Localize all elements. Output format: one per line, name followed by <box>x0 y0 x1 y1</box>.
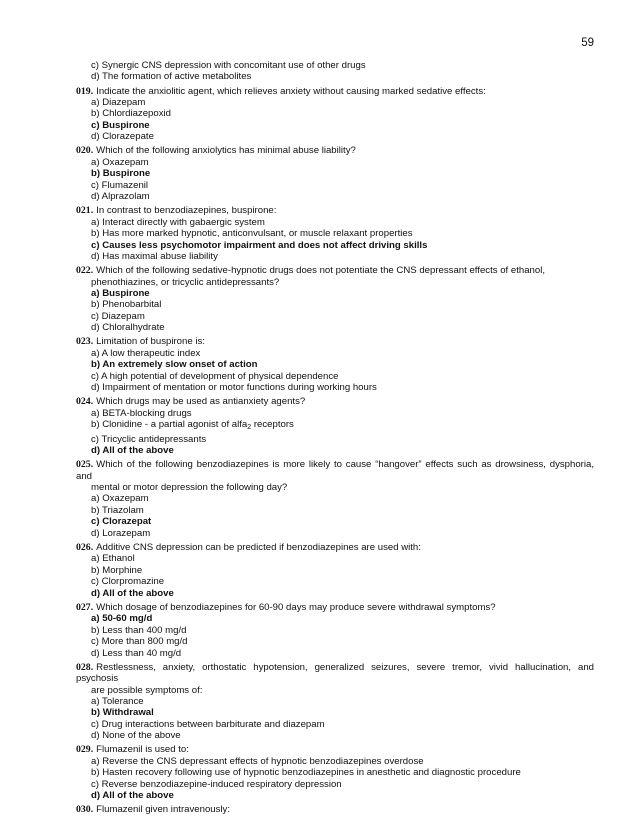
question-text: Flumazenil given intravenously: <box>96 804 231 816</box>
option-text: b) Withdrawal <box>91 707 154 719</box>
option-text: d) Lorazepam <box>91 527 151 539</box>
question-text: Restlessness, anxiety, orthostatic hypotension, generalized seizures, severe tremor, vivid hallucination, and psychosis <box>76 661 594 685</box>
question-block <box>76 336 594 393</box>
option-text: a) 50-60 mg/d <box>91 613 153 625</box>
option-text: a) Ethanol <box>91 553 135 565</box>
question-number: 020. <box>76 145 94 157</box>
question-stem <box>76 265 594 288</box>
answer-option <box>76 191 594 202</box>
answer-option-correct <box>76 588 594 599</box>
option-text: c) Clorazepat <box>91 516 152 528</box>
option-text: c) Synergic CNS depression with concomitant use of other drugs <box>91 60 366 71</box>
answer-option <box>76 180 594 191</box>
option-text: b) Hasten recovery following use of hypnotic benzodiazepines in anesthetic and diagnostic procedure <box>91 767 521 779</box>
answer-option <box>76 131 594 142</box>
question-stem <box>76 744 594 755</box>
answer-option-correct <box>76 516 594 527</box>
question-number: 027. <box>76 601 94 613</box>
option-text: a) Tolerance <box>91 695 144 707</box>
question-block <box>76 145 594 202</box>
option-text-after: receptors <box>251 419 294 431</box>
answer-option-correct <box>76 288 594 299</box>
question-number: 030. <box>76 804 94 816</box>
answer-option <box>76 648 594 659</box>
question-stem <box>76 336 594 347</box>
question-stem <box>76 542 594 553</box>
answer-option <box>76 576 594 587</box>
carryover-options <box>76 60 594 83</box>
option-text: c) Drug interactions between barbiturate and diazepam <box>91 718 325 730</box>
option-text: c) Buspirone <box>91 119 150 131</box>
answer-option <box>76 434 594 445</box>
answer-option <box>76 348 594 359</box>
option-text: b) Has more marked hypnotic, anticonvulsant, or muscle relaxant properties <box>91 228 413 240</box>
option-text: b) Clonidine - a partial agonist of alfa <box>91 419 248 431</box>
question-text-continued: phenothiazines, or tricyclic antidepressants? <box>91 276 280 288</box>
option-text: a) Oxazepam <box>91 156 149 168</box>
answer-option <box>76 636 594 647</box>
answer-option <box>76 756 594 767</box>
answer-option <box>76 217 594 228</box>
answer-option <box>76 493 594 504</box>
answer-option <box>76 625 594 636</box>
answer-option <box>76 311 594 322</box>
answer-option <box>76 322 594 333</box>
option-text: d) None of the above <box>91 730 181 742</box>
answer-option <box>76 505 594 516</box>
subscript: 2 <box>247 424 252 432</box>
question-number: 023. <box>76 336 94 348</box>
option-text: a) Interact directly with gabaergic system <box>91 216 265 228</box>
option-text: d) The formation of active metabolites <box>91 71 252 83</box>
option-text: b) Less than 400 mg/d <box>91 624 187 636</box>
answer-option <box>76 528 594 539</box>
question-block <box>76 265 594 334</box>
option-text: c) Flumazenil <box>91 179 149 191</box>
question-number: 025. <box>76 459 94 471</box>
option-text: d) Impairment of mentation or motor functions during working hours <box>91 382 377 394</box>
option-text: b) Buspirone <box>91 168 151 180</box>
question-number: 029. <box>76 744 94 756</box>
answer-option <box>76 719 594 730</box>
question-stem <box>76 86 594 97</box>
answer-option-correct <box>76 120 594 131</box>
answer-option-correct <box>76 168 594 179</box>
option-text: c) A high potential of development of physical dependence <box>91 370 339 382</box>
option-text: d) All of the above <box>91 445 174 457</box>
question-text: Which of the following anxiolytics has minimal abuse liability? <box>96 145 356 157</box>
option-text: a) A low therapeutic index <box>91 347 201 359</box>
question-block <box>76 542 594 599</box>
option-text: d) Alprazolam <box>91 191 150 203</box>
option-text: a) Oxazepam <box>91 493 149 505</box>
question-number: 019. <box>76 85 94 97</box>
option-text: b) Triazolam <box>91 504 144 516</box>
question-number: 026. <box>76 541 94 553</box>
question-text: Indicate the anxiolitic agent, which relieves anxiety without causing marked sedative effects: <box>96 85 486 97</box>
question-text: In contrast to benzodiazepines, buspirone: <box>96 205 277 217</box>
option-text: c) Causes less psychomotor impairment and does not affect driving skills <box>91 239 428 251</box>
question-stem <box>76 145 594 156</box>
option-text: a) BETA-blocking drugs <box>91 407 192 419</box>
answer-option <box>76 730 594 741</box>
answer-option <box>76 419 594 433</box>
question-stem <box>76 205 594 216</box>
answer-option <box>76 382 594 393</box>
option-text: c) More than 800 mg/d <box>91 636 188 648</box>
answer-option-correct <box>76 240 594 251</box>
option-text: d) All of the above <box>91 790 174 802</box>
answer-option <box>76 565 594 576</box>
answer-option-correct <box>76 359 594 370</box>
option-text: b) Morphine <box>91 564 143 576</box>
question-text: Which dosage of benzodiazepines for 60-90 days may produce severe withdrawal symptoms? <box>96 601 496 613</box>
option-text: d) Less than 40 mg/d <box>91 647 182 659</box>
question-block <box>76 662 594 742</box>
option-text: c) Reverse benzodiazepine-induced respiratory depression <box>91 778 342 790</box>
answer-option <box>76 299 594 310</box>
question-stem <box>76 602 594 613</box>
answer-option <box>76 696 594 707</box>
question-number: 021. <box>76 205 94 217</box>
question-text-continued: mental or motor depression the following day? <box>91 482 288 494</box>
question-text: Limitation of buspirone is: <box>96 336 205 348</box>
option-text: b) An extremely slow onset of action <box>91 359 258 371</box>
answer-option <box>76 157 594 168</box>
question-block <box>76 602 594 659</box>
question-block <box>76 804 594 815</box>
question-text: Which of the following benzodiazepines is more likely to cause “hangover” effects such as drowsiness, dysphoria, and <box>76 459 594 482</box>
option-text: d) Chloralhydrate <box>91 322 165 334</box>
answer-option-correct <box>76 613 594 624</box>
question-block <box>76 744 594 801</box>
answer-option <box>76 228 594 239</box>
question-stem <box>76 396 594 407</box>
answer-option-correct <box>76 445 594 456</box>
option-text: a) Diazepam <box>91 96 146 108</box>
answer-option <box>76 767 594 778</box>
option-text: d) Has maximal abuse liability <box>91 251 218 263</box>
answer-option <box>76 779 594 790</box>
option-text: c) Diazepam <box>91 310 145 322</box>
question-number: 022. <box>76 265 94 277</box>
question-block <box>76 205 594 262</box>
answer-option <box>76 97 594 108</box>
answer-option <box>76 408 594 419</box>
question-stem <box>76 804 594 815</box>
answer-option-correct <box>76 790 594 801</box>
answer-option <box>76 71 594 82</box>
option-text: c) Clorpromazine <box>91 576 165 588</box>
option-text: d) Clorazepate <box>91 131 154 143</box>
option-text: d) All of the above <box>91 587 174 599</box>
option-text: b) Chlordiazepoxid <box>91 108 171 120</box>
answer-option <box>76 251 594 262</box>
question-text: Which of the following sedative-hypnotic drugs does not potentiate the CNS depressant effects of ethanol, <box>96 265 546 277</box>
answer-option-correct <box>76 707 594 718</box>
question-block <box>76 459 594 539</box>
option-text: a) Reverse the CNS depressant effects of hypnotic benzodiazepines overdose <box>91 755 424 767</box>
option-text: b) Phenobarbital <box>91 299 162 311</box>
answer-option <box>76 60 594 71</box>
option-text: a) Buspirone <box>91 287 150 299</box>
page-number: 59 <box>581 37 594 49</box>
question-number: 028. <box>76 661 94 673</box>
question-text: Flumazenil is used to: <box>96 744 189 756</box>
question-list <box>76 60 594 816</box>
question-text: Additive CNS depression can be predicted if benzodiazepines are used with: <box>96 541 421 553</box>
option-text: c) Tricyclic antidepressants <box>91 433 207 445</box>
question-stem <box>76 662 594 696</box>
question-block <box>76 396 594 456</box>
question-text: Which drugs may be used as antianxiety agents? <box>96 396 306 408</box>
answer-option <box>76 371 594 382</box>
answer-option <box>76 108 594 119</box>
question-number: 024. <box>76 396 94 408</box>
question-text-continued: are possible symptoms of: <box>91 684 203 696</box>
answer-option <box>76 553 594 564</box>
question-block <box>76 86 594 143</box>
question-stem <box>76 459 594 493</box>
